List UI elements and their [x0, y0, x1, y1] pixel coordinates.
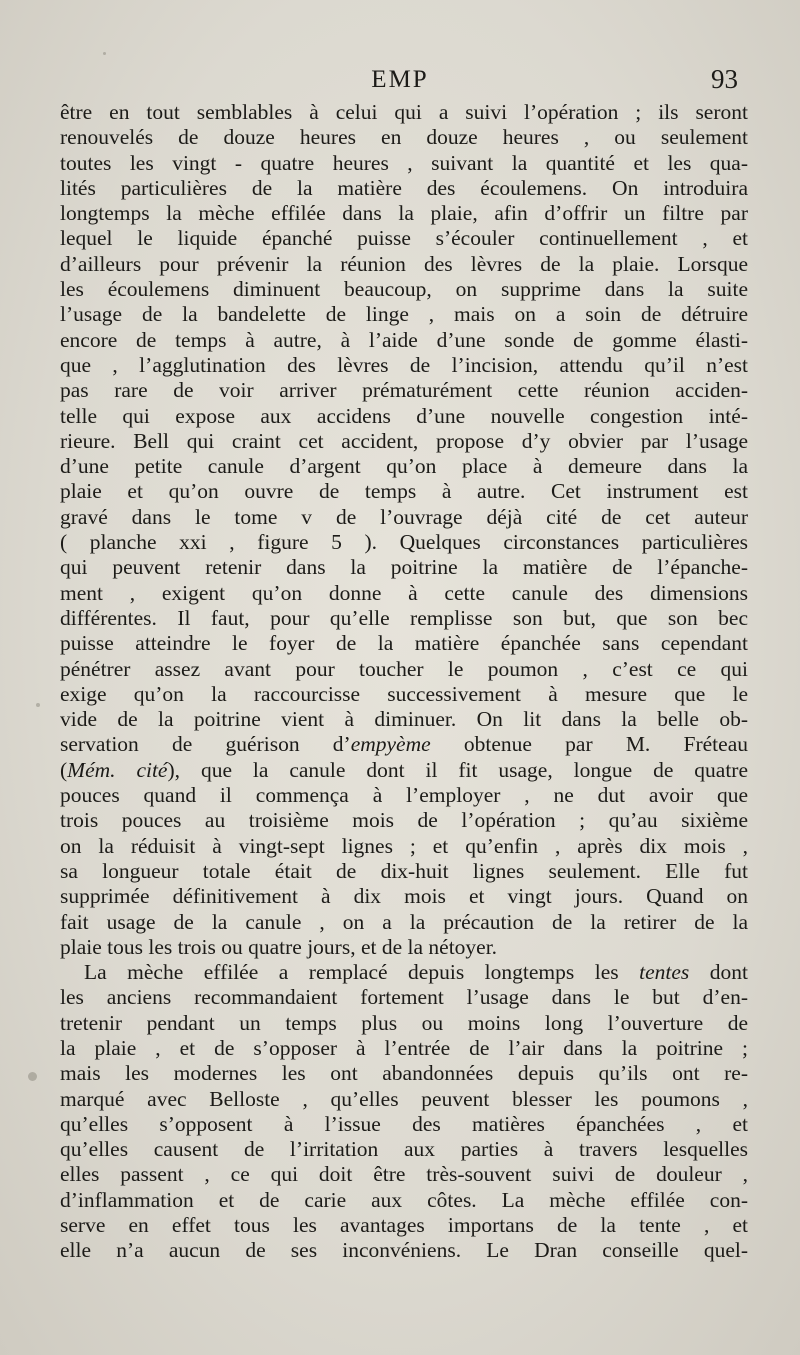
text-line: marqué avec Belloste , qu’elles peuvent blesser les poumons , — [60, 1086, 748, 1111]
text-line: encore de temps à autre, à l’aide d’une sonde de gomme élasti- — [60, 327, 748, 352]
text-line: elle n’a aucun de ses inconvéniens. Le Dran conseille quel- — [60, 1238, 748, 1263]
text-line: ment , exigent qu’on donne à cette canule des dimensions — [60, 580, 748, 605]
text-line: lités particulières de la matière des écoulemens. On introduira — [60, 175, 748, 200]
text-line: pouces quand il commença à l’employer , ne dut avoir que — [60, 783, 748, 808]
paper-speck — [103, 52, 106, 55]
text-line: on la réduisit à vingt-sept lignes ; et qu’enfin , après dix mois , — [60, 833, 748, 858]
text-line: d’inflammation et de carie aux côtes. La mèche effilée con- — [60, 1187, 748, 1212]
text-line: elles passent , ce qui doit être très-souvent suivi de douleur , — [60, 1162, 748, 1187]
text-line: différentes. Il faut, pour qu’elle remplisse son but, que son bec — [60, 605, 748, 630]
text-line: les anciens recommandaient fortement l’usage dans le but d’en- — [60, 985, 748, 1010]
text-line: d’une petite canule d’argent qu’on place à demeure dans la — [60, 454, 748, 479]
text-line: la plaie , et de s’opposer à l’entrée de l’air dans la poitrine ; — [60, 1035, 748, 1060]
paper-speck — [36, 703, 40, 707]
text-line: fait usage de la canule , on a la précaution de la retirer de la — [60, 909, 748, 934]
text-line: supprimée définitivement à dix mois et vingt jours. Quand on — [60, 884, 748, 909]
text-line: pénétrer assez avant pour toucher le poumon , c’est ce qui — [60, 656, 748, 681]
text-line: telle qui expose aux accidens d’une nouvelle congestion inté- — [60, 403, 748, 428]
text-line: être en tout semblables à celui qui a suivi l’opération ; ils seront — [60, 100, 748, 124]
text-line: (Mém. cité), que la canule dont il fit usage, longue de quatre — [60, 757, 748, 782]
text-line: qu’elles s’opposent à l’issue des matières épanchées , et — [60, 1111, 748, 1136]
text-line: mais les modernes les ont abandonnées depuis qu’ils ont re- — [60, 1061, 748, 1086]
paper-speck — [28, 1072, 37, 1081]
text-line: serve en effet tous les avantages importans de la tente , et — [60, 1213, 748, 1238]
text-line: pas rare de voir arriver prématurément cette réunion acciden- — [60, 378, 748, 403]
text-line: sa longueur totale était de dix-huit lignes seulement. Elle fut — [60, 858, 748, 883]
text-line: rieure. Bell qui craint cet accident, propose d’y obvier par l’usage — [60, 428, 748, 453]
text-line: La mèche effilée a remplacé depuis longtemps les tentes dont — [84, 960, 748, 985]
text-line: plaie et qu’on ouvre de temps à autre. Cet instrument est — [60, 479, 748, 504]
text-line: d’ailleurs pour prévenir la réunion des lèvres de la plaie. Lorsque — [60, 251, 748, 276]
page-header — [0, 62, 800, 96]
text-line: qu’elles causent de l’irritation aux parties à travers lesquelles — [60, 1137, 748, 1162]
text-line: trois pouces au troisième mois de l’opération ; qu’au sixième — [60, 808, 748, 833]
text-line: plaie tous les trois ou quatre jours, et de la nétoyer. — [60, 934, 498, 959]
text-line: que , l’agglutination des lèvres de l’incision, attendu qu’il n’est — [60, 352, 748, 377]
body-text — [60, 100, 748, 1264]
text-line: ( planche xxi , figure 5 ). Quelques circonstances particulières — [60, 530, 748, 555]
page-number: 93 — [711, 64, 738, 94]
text-line: renouvelés de douze heures en douze heures , ou seulement — [60, 125, 748, 150]
running-head: EMP — [371, 66, 429, 93]
text-line: qui peuvent retenir dans la poitrine la matière de l’épanche- — [60, 555, 748, 580]
text-line: puisse atteindre le foyer de la matière épanchée sans cependant — [60, 631, 748, 656]
text-line: gravé dans le tome v de l’ouvrage déjà cité de cet auteur — [60, 504, 748, 529]
text-line: les écoulemens diminuent beaucoup, on supprime dans la suite — [60, 277, 748, 302]
text-line: exige qu’on la raccourcisse successivement à mesure que le — [60, 681, 748, 706]
text-line: l’usage de la bandelette de linge , mais on a soin de détruire — [60, 302, 748, 327]
text-line: lequel le liquide épanché puisse s’écouler continuellement , et — [60, 226, 748, 251]
text-line: vide de la poitrine vient à diminuer. On lit dans la belle ob- — [60, 707, 748, 732]
text-line: toutes les vingt - quatre heures , suivant la quantité et les qua- — [60, 150, 748, 175]
text-line: longtemps la mèche effilée dans la plaie, afin d’offrir un filtre par — [60, 201, 748, 226]
text-line: servation de guérison d’empyème obtenue par M. Fréteau — [60, 732, 748, 757]
text-line: tretenir pendant un temps plus ou moins long l’ouverture de — [60, 1010, 748, 1035]
